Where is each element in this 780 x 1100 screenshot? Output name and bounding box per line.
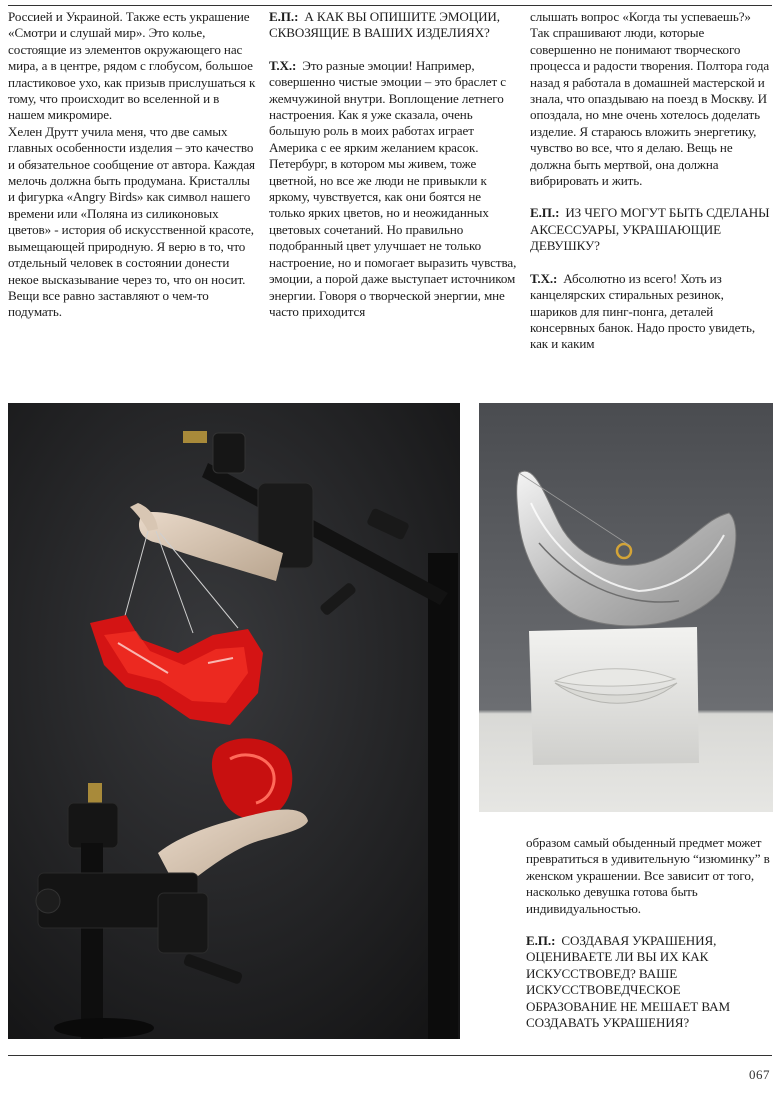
question-1-speaker: Е.П.:	[269, 9, 299, 24]
question-2-speaker: Е.П.:	[530, 205, 560, 221]
col1-paragraph-2: Хелен Друтт учила меня, что две самых главных особенности изделия – это качество и обязательное сообщение от автора. Каждая мелочь должна быть продумана. Кристаллы и фигурка «Angry Birds» как символ нашего времени или «Поляна из силиконовых цветов» - история об искусственной красоте, вымещающей природную. Я верю в то, что отдельный человек в состоянии донести некое высказывание через то, что он носит. Вещи все равно заставляют о чем-то подумать.	[8, 123, 255, 320]
question-2	[530, 205, 770, 254]
question-3-text: СОЗДАВАЯ УКРАШЕНИЯ, ОЦЕНИВАЕТЕ ЛИ ВЫ ИХ КАК ИСКУССТВОВЕД? ВАШЕ ИСКУССТВОВЕДЧЕСКОЕ ОБРАЗОВАНИЕ НЕ МЕШАЕТ ВАМ СОЗДАВАТЬ УКРАШЕНИЯ?	[526, 933, 731, 1031]
answer-1	[269, 58, 517, 321]
answer-2-speaker: Т.Х.:	[530, 270, 558, 286]
question-3-speaker: Е.П.:	[526, 933, 556, 949]
col4-paragraph-1: образом самый обыденный предмет может превратиться в удивительную “изюминку” в женском украшении. Все зависит от того, насколько девушка готова быть индивидуальностью.	[526, 835, 770, 916]
answer-1-speaker: Т.Х.:	[269, 57, 297, 73]
article-column-4	[526, 835, 770, 1031]
question-3	[526, 933, 770, 1031]
col1-paragraph-1: Россией и Украиной. Также есть украшение «Смотри и слушай мир». Это колье, состоящие из элементов окружающего нас мира, а в центре, рядом с глобусом, большое пластиковое ухо, как призыв прислушаться к тому, что происходит во вселенной и в нашем микромире.	[8, 9, 256, 123]
top-rule	[8, 5, 772, 6]
article-column-1	[8, 9, 258, 321]
col3-paragraph-1: слышать вопрос «Когда ты успеваешь?» Так спрашивают люди, которые совершенно не понимают творческого процесса и радости творения. Полтора года назад я работала в домашней мастерской и знала, что опаздываю на поезд в Москву. И опоздала, но мне очень хотелось доделать изделие. Я стараюсь вложить энергетику, чувство во все, что я делаю. Вещь не должна быть мертвой, она должна вибрировать и жить.	[530, 9, 770, 189]
bottom-rule	[8, 1055, 772, 1056]
answer-2-text: Абсолютно из всего! Хоть из канцелярских стиральных резинок, шариков для пинг-понга, деталей консервных банок. Надо просто увидеть, как и каким	[530, 270, 756, 352]
page-number: 067	[749, 1067, 770, 1082]
answer-2	[530, 271, 770, 353]
photo-silver-jewelry	[479, 403, 773, 812]
article-column-2	[269, 9, 517, 320]
answer-1-text: Это разные эмоции! Например, совершенно чистые эмоции – это браслет с жемчужиной внутри. Воплощение летнего настроения. Как я уже сказала, очень большую роль в моих работах играет Америка с ее ярким желанием красок. Петербург, в котором мы живем, тоже цветной, но все же люди не привыкли к яркому, чувствуется, как они боятся не только ярких цветов, но и неожиданных цветовых сочетаний. Но правильно подобранный цвет улучшает не только настроение, но и помогает выразить чувства, эмоции, а порой даже выступает источником энергии. Говоря о творческой энергии, мне часто приходится	[269, 57, 517, 319]
photo-red-jewelry	[8, 403, 460, 1039]
article-column-3	[530, 9, 770, 353]
question-1-text: А КАК ВЫ ОПИШИТЕ ЭМОЦИИ, СКВОЗЯЩИЕ В ВАШИХ ИЗДЕЛИЯХ?	[269, 9, 500, 41]
question-1	[269, 9, 517, 42]
question-2-text: ИЗ ЧЕГО МОГУТ БЫТЬ СДЕЛАНЫ АКСЕССУАРЫ, УКРАШАЮЩИЕ ДЕВУШКУ?	[530, 205, 770, 254]
